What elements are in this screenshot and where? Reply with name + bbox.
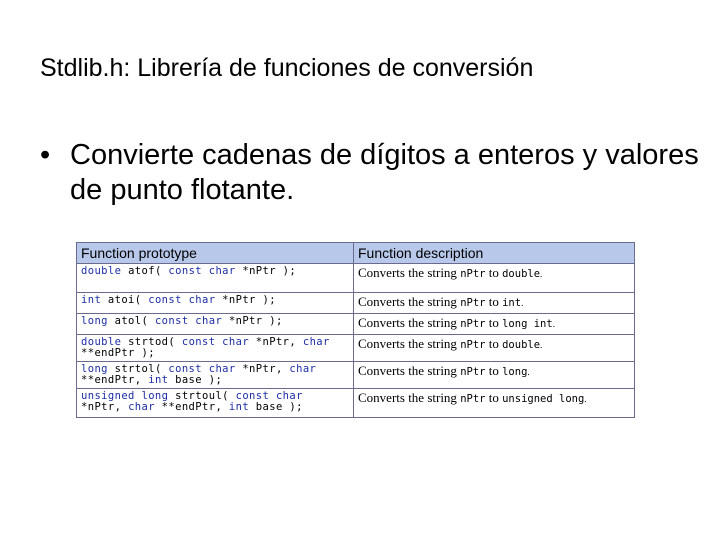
prototype-code: atoi(	[101, 294, 149, 306]
function-prototype-cell	[77, 264, 354, 293]
function-prototype-cell	[77, 335, 354, 362]
description-text: to	[485, 294, 503, 309]
description-argument: nPtr	[460, 297, 486, 309]
description-argument: nPtr	[460, 268, 486, 280]
function-description-cell	[354, 389, 635, 418]
description-text: to	[485, 390, 503, 405]
prototype-line	[81, 348, 349, 359]
function-prototype-cell	[77, 389, 354, 418]
prototype-code: **endPtr,	[154, 401, 229, 413]
prototype-code: strtol(	[107, 363, 169, 375]
description-text: Converts the string	[358, 390, 461, 405]
description-type: int	[502, 297, 522, 309]
prototype-code: *nPtr );	[235, 265, 297, 277]
description-argument: nPtr	[460, 318, 486, 330]
description-argument: nPtr	[460, 366, 486, 378]
prototype-keyword: const char	[181, 336, 250, 348]
prototype-keyword: double	[81, 265, 122, 277]
prototype-keyword: char	[289, 363, 317, 375]
prototype-code: atof(	[121, 265, 169, 277]
description-text: Converts the string	[358, 294, 461, 309]
table-row	[77, 362, 635, 389]
description-period: .	[552, 319, 555, 329]
prototype-keyword: const char	[168, 265, 236, 277]
prototype-code: **endPtr,	[81, 374, 149, 386]
conversion-functions-table	[76, 242, 635, 418]
description-argument: nPtr	[460, 339, 486, 351]
prototype-line	[81, 295, 349, 306]
table-header-row	[77, 243, 635, 264]
description-text: to	[485, 315, 503, 330]
description-period: .	[584, 394, 587, 404]
function-description-cell	[354, 314, 635, 335]
prototype-line	[81, 266, 349, 277]
function-prototype-cell	[77, 293, 354, 314]
prototype-code: **endPtr );	[81, 347, 155, 359]
description-period: .	[540, 269, 543, 279]
prototype-code: *nPtr,	[249, 336, 303, 348]
prototype-keyword: const char	[235, 390, 303, 402]
prototype-code: *nPtr );	[215, 294, 276, 306]
prototype-keyword: long	[81, 363, 108, 375]
prototype-keyword: const char	[154, 315, 223, 327]
description-text: to	[485, 265, 503, 280]
table-row	[77, 264, 635, 293]
prototype-keyword: long	[81, 315, 108, 327]
description-text: to	[485, 336, 503, 351]
function-prototype-cell	[77, 362, 354, 389]
header-function-prototype: Function prototype	[77, 243, 354, 264]
bullet-text: Convierte cadenas de dígitos a enteros y valores de punto flotante.	[70, 139, 699, 206]
prototype-line	[81, 316, 349, 327]
prototype-keyword: int	[228, 401, 250, 413]
prototype-line	[81, 375, 349, 386]
description-type: long	[502, 366, 528, 378]
slide-title: Stdlib.h: Librería de funciones de conversión	[40, 54, 534, 82]
prototype-code: *nPtr );	[222, 315, 283, 327]
prototype-keyword: unsigned long	[81, 390, 169, 402]
table-row	[77, 389, 635, 418]
prototype-keyword: const char	[168, 363, 236, 375]
function-description-cell	[354, 293, 635, 314]
bullet-dot-icon: •	[40, 139, 51, 171]
prototype-keyword: char	[302, 336, 330, 348]
prototype-keyword: char	[128, 401, 155, 413]
table-row	[77, 293, 635, 314]
description-period: .	[527, 367, 530, 377]
prototype-code: base );	[168, 374, 223, 386]
description-text: Converts the string	[358, 315, 461, 330]
prototype-code: strtod(	[121, 336, 182, 348]
bullet-item	[40, 138, 700, 208]
description-period: .	[540, 340, 543, 350]
header-function-description: Function description	[354, 243, 635, 264]
prototype-keyword: const char	[148, 294, 216, 306]
prototype-keyword: int	[148, 374, 169, 386]
prototype-line	[81, 402, 349, 413]
description-text: to	[485, 363, 503, 378]
function-description-cell	[354, 264, 635, 293]
prototype-code: strtoul(	[168, 390, 236, 402]
prototype-code: atol(	[107, 315, 155, 327]
table-row	[77, 335, 635, 362]
description-text: Converts the string	[358, 265, 461, 280]
description-text: Converts the string	[358, 363, 461, 378]
function-description-cell	[354, 362, 635, 389]
description-type: unsigned long	[502, 393, 585, 405]
prototype-keyword: int	[81, 294, 102, 306]
function-description-cell	[354, 335, 635, 362]
prototype-code: base );	[249, 401, 303, 413]
prototype-code: *nPtr,	[81, 401, 129, 413]
description-type: double	[502, 268, 541, 280]
prototype-keyword: double	[81, 336, 122, 348]
description-text: Converts the string	[358, 336, 461, 351]
table-row	[77, 314, 635, 335]
description-type: double	[502, 339, 541, 351]
function-prototype-cell	[77, 314, 354, 335]
prototype-code: *nPtr,	[235, 363, 290, 375]
description-argument: nPtr	[460, 393, 486, 405]
description-period: .	[521, 298, 524, 308]
description-type: long int	[502, 318, 553, 330]
